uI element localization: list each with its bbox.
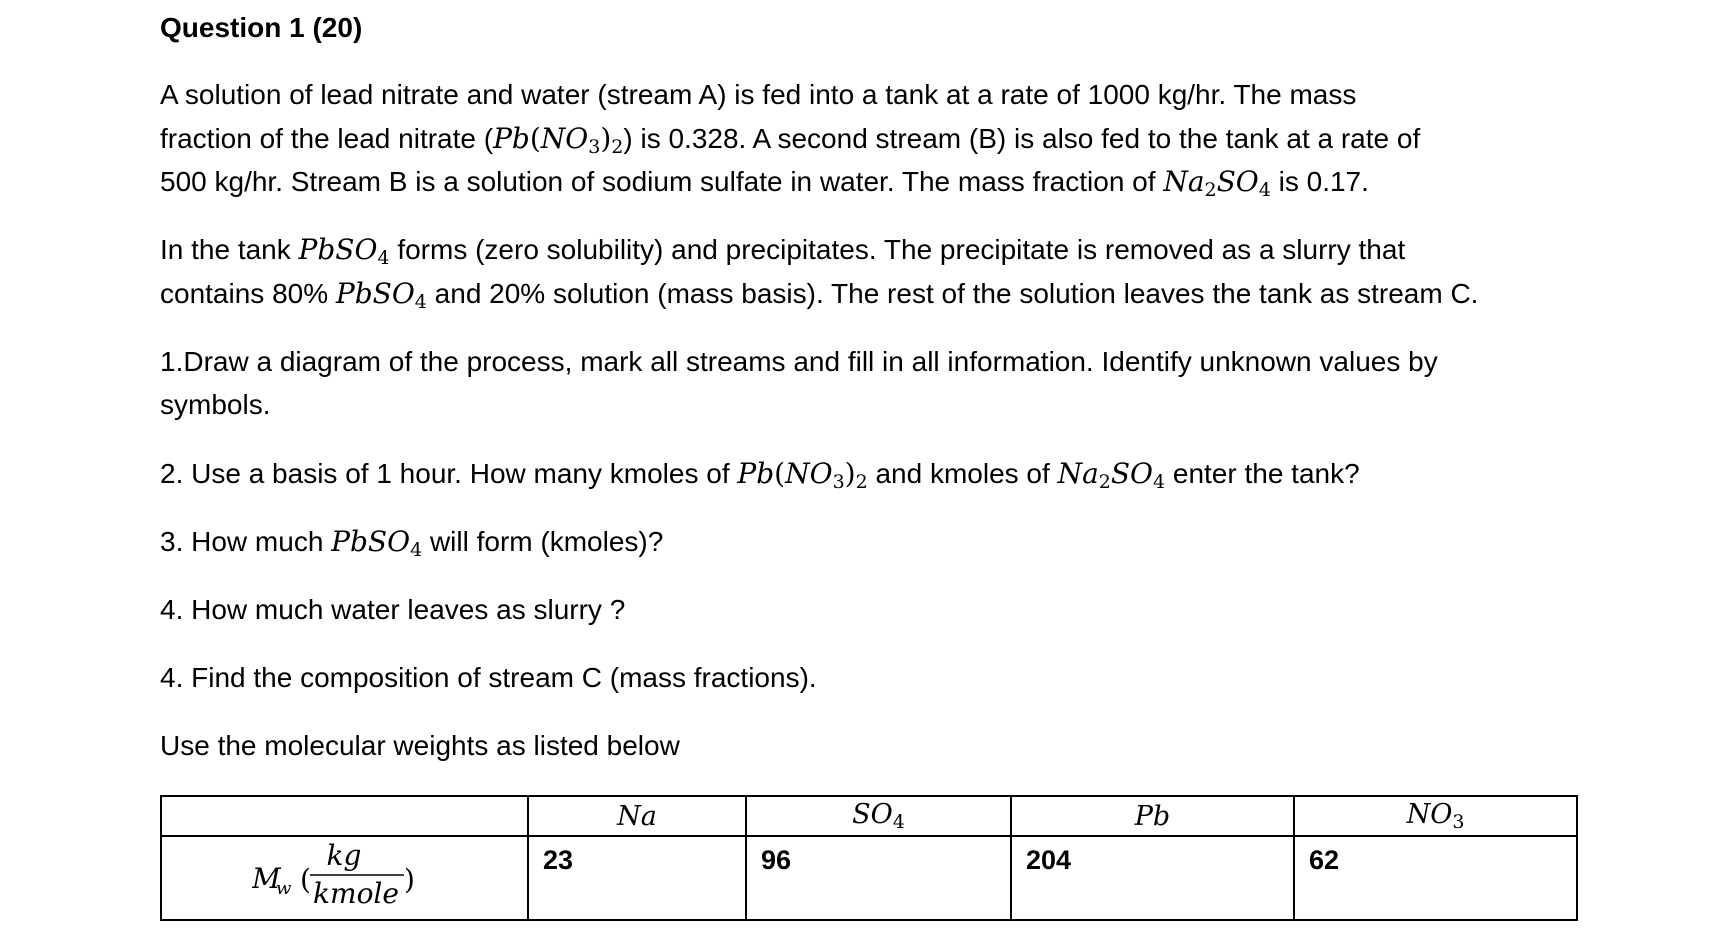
formula-lead-sulfate: PbSO$_4$ <box>335 277 427 313</box>
task-2-text-c: enter the tank? <box>1165 458 1360 489</box>
mw-value-no3: 62 <box>1294 836 1577 920</box>
mw-unit-label <box>252 837 452 911</box>
mw-subscript: w <box>276 878 292 899</box>
formula-lead-sulfate: PbSO$_4$ <box>298 233 390 269</box>
task-4: 4. How much water leaves as slurry ? <box>160 594 626 625</box>
task-1-line-2: symbols. <box>160 389 271 420</box>
task-3-text-a: 3. How much <box>160 526 332 557</box>
p2-l2-text-a: contains 80% <box>160 278 336 309</box>
p1-l2-text-b: ) is 0.328. A second stream (B) is also fed to the tank at a rate of <box>623 123 1421 154</box>
task-3 <box>160 520 663 572</box>
formula-sodium-sulfate: $Na_2SO_4$ <box>1057 457 1166 493</box>
mw-symbol: M <box>252 862 281 895</box>
task-2-text-b: and kmoles of <box>867 458 1058 489</box>
table-header-row <box>161 796 1577 836</box>
p2-l2-text-b: and 20% solution (mass basis). The rest of the solution leaves the tank as stream C. <box>426 278 1479 309</box>
table-header-empty <box>161 796 528 836</box>
mw-unit-denominator: kmole <box>313 877 399 910</box>
close-paren: ) <box>404 863 415 896</box>
molecular-weights-table <box>160 795 1578 921</box>
p1-l3-text-a: 500 kg/hr. Stream B is a solution of sodium sulfate in water. The mass fraction of <box>160 166 1164 197</box>
formula-sodium-sulfate: $Na_2SO_4$ <box>1163 165 1271 201</box>
paragraph-1-line-1: A solution of lead nitrate and water (stream A) is fed into a tank at a rate of 1000 kg/hr. The mass <box>160 79 1357 110</box>
p1-l2-text-a: fraction of the lead nitrate ( <box>160 123 494 154</box>
mw-value-na: 23 <box>528 836 746 920</box>
p2-l1-text-a: In the tank <box>160 234 299 265</box>
table-row <box>161 836 1577 920</box>
task-3-text-b: will form (kmoles)? <box>422 526 664 557</box>
task-2 <box>160 452 1360 504</box>
p2-l1-text-b: forms (zero solubility) and precipitates. The precipitate is removed as a slurry that <box>389 234 1406 265</box>
table-header-pb: Pb <box>1011 796 1294 836</box>
paragraph-1-line-3 <box>160 160 1369 212</box>
paragraph-2-line-2 <box>160 272 1478 324</box>
formula-lead-sulfate: PbSO$_4$ <box>331 525 423 561</box>
task-1-line-1: 1.Draw a diagram of the process, mark all streams and fill in all information. Identify unknown values by <box>160 346 1438 377</box>
molecular-weights-intro: Use the molecular weights as listed below <box>160 730 680 761</box>
question-title: Question 1 (20) <box>160 12 363 43</box>
open-paren: ( <box>300 863 311 896</box>
table-header-no3: $NO_3$ <box>1294 796 1577 836</box>
row-label-mw <box>161 836 528 920</box>
table-header-na: Na <box>528 796 746 836</box>
table-header-so4: $SO_4$ <box>746 796 1011 836</box>
mw-value-pb: 204 <box>1011 836 1294 920</box>
mw-unit-numerator: kg <box>326 839 362 872</box>
p1-l3-text-b: is 0.17. <box>1270 166 1369 197</box>
formula-lead-nitrate: $Pb(NO_3)_2$ <box>493 122 624 158</box>
task-2-text-a: 2. Use a basis of 1 hour. How many kmoles of <box>160 458 738 489</box>
task-5: 4. Find the composition of stream C (mass fractions). <box>160 662 817 693</box>
formula-lead-nitrate: $Pb(NO_3)_2$ <box>737 457 868 493</box>
mw-value-so4: 96 <box>746 836 1011 920</box>
